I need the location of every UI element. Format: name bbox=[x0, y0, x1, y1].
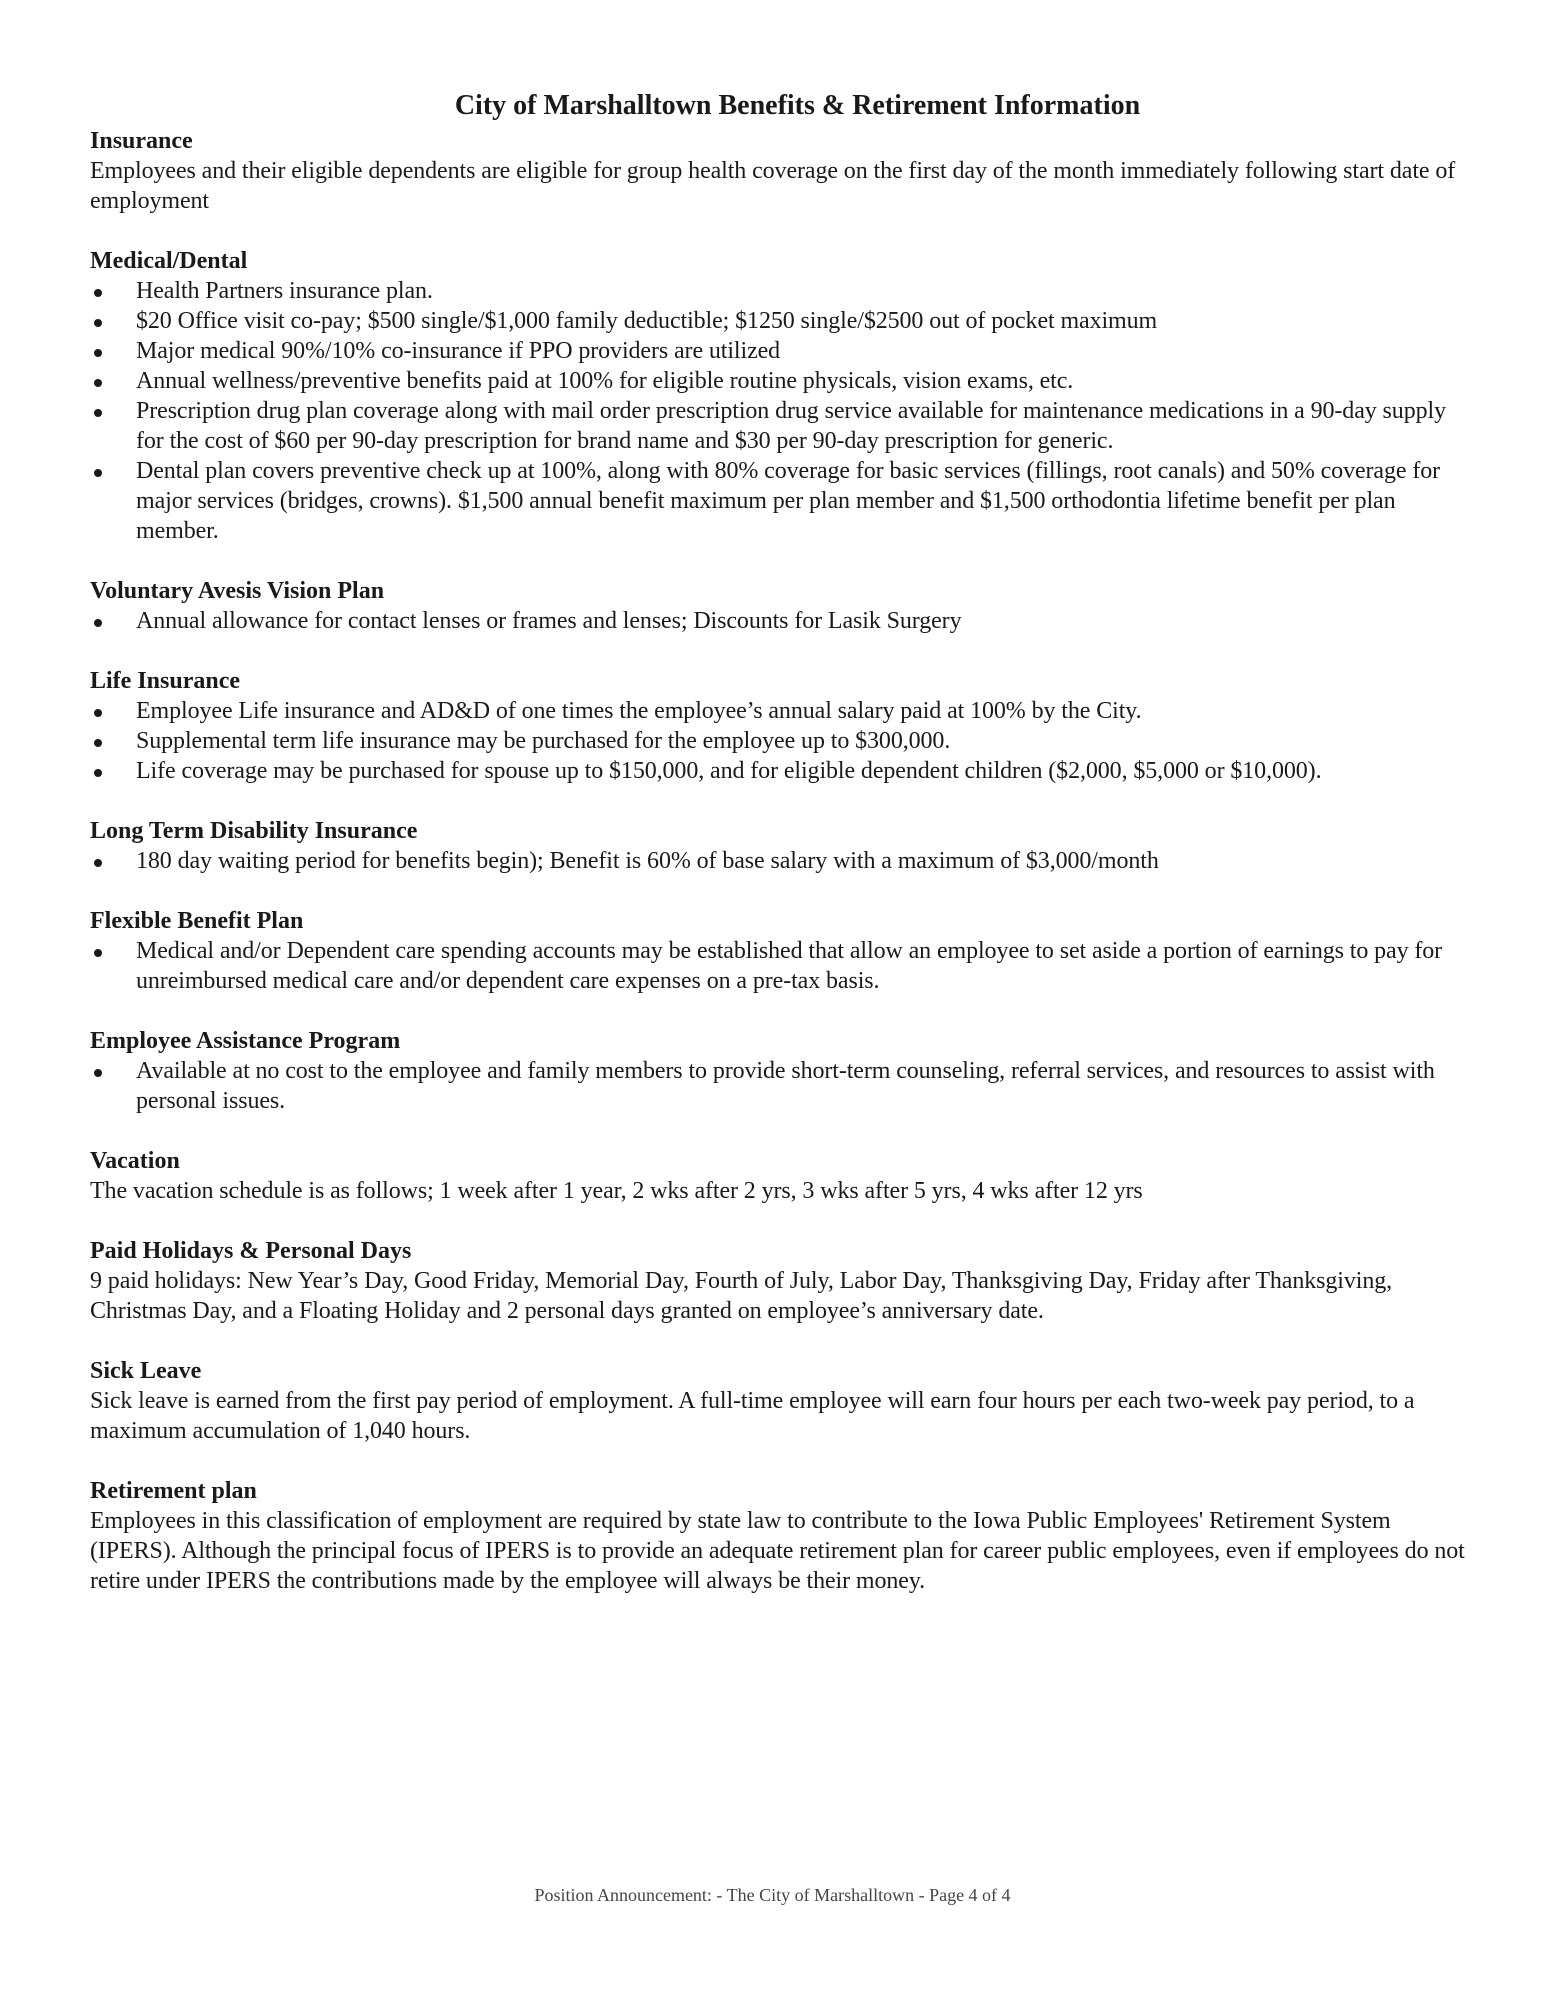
list-item-text: Medical and/or Dependent care spending accounts may be established that allow an employee to set aside a portion of earnings to pay for unreimbursed medical care and/or dependent care expenses on a pre-tax basis. bbox=[136, 938, 1443, 994]
list-item-text: Dental plan covers preventive check up at 100%, along with 80% coverage for basic services (fillings, root canals) and 50% coverage for major services (bridges, crowns). $1,500 annual benefit maximum per plan member and $1,500 orthodontia lifetime benefit per plan member. bbox=[136, 458, 1441, 544]
bullet-icon bbox=[94, 619, 102, 627]
section-heading: Insurance bbox=[90, 128, 193, 154]
section-paragraph: 9 paid holidays: New Year’s Day, Good Friday, Memorial Day, Fourth of July, Labor Day, Thanksgiving Day, Friday after Thanksgiving, Christmas Day, and a Floating Holiday and 2 personal days granted on employee’s anniversary date. bbox=[90, 1268, 1393, 1324]
section-life-insurance bbox=[90, 666, 1465, 786]
list-item bbox=[90, 456, 1465, 546]
list-item bbox=[90, 846, 1465, 876]
sections-container bbox=[90, 126, 1465, 1596]
section-insurance bbox=[90, 126, 1465, 216]
list-item-text: Available at no cost to the employee and family members to provide short-term counseling, referral services, and resources to assist with personal issues. bbox=[136, 1058, 1435, 1114]
section-heading: Voluntary Avesis Vision Plan bbox=[90, 578, 385, 604]
list-item-text: Prescription drug plan coverage along with mail order prescription drug service available for maintenance medications in a 90-day supply for the cost of $60 per 90-day prescription for brand name and $30 per 90-day prescription for generic. bbox=[136, 398, 1446, 454]
section-voluntary-avesis-vision-plan bbox=[90, 576, 1465, 636]
section-paragraph: The vacation schedule is as follows; 1 week after 1 year, 2 wks after 2 yrs, 3 wks after 5 yrs, 4 wks after 12 yrs bbox=[90, 1178, 1143, 1204]
bullet-icon bbox=[94, 859, 102, 867]
list-item-text: Annual allowance for contact lenses or frames and lenses; Discounts for Lasik Surgery bbox=[136, 608, 962, 634]
bullet-icon bbox=[94, 349, 102, 357]
page-footer: Position Announcement: - The City of Marshalltown - Page 4 of 4 bbox=[534, 1885, 1011, 1905]
bullet-list bbox=[90, 696, 1465, 786]
bullet-list bbox=[90, 1056, 1465, 1116]
bullet-list bbox=[90, 846, 1465, 876]
list-item bbox=[90, 366, 1465, 396]
list-item bbox=[90, 696, 1465, 726]
section-heading: Sick Leave bbox=[90, 1358, 202, 1384]
bullet-list bbox=[90, 606, 1465, 636]
bullet-icon bbox=[94, 949, 102, 957]
list-item bbox=[90, 756, 1465, 786]
list-item-text: $20 Office visit co-pay; $500 single/$1,000 family deductible; $1250 single/$2500 out of pocket maximum bbox=[136, 308, 1158, 334]
section-medical-dental bbox=[90, 246, 1465, 546]
list-item-text: Life coverage may be purchased for spouse up to $150,000, and for eligible dependent children ($2,000, $5,000 or $10,000). bbox=[136, 758, 1322, 784]
list-item bbox=[90, 726, 1465, 756]
bullet-icon bbox=[94, 319, 102, 327]
page-title: City of Marshalltown Benefits & Retirement Information bbox=[454, 90, 1141, 121]
bullet-icon bbox=[94, 709, 102, 717]
bullet-list bbox=[90, 936, 1465, 996]
list-item bbox=[90, 306, 1465, 336]
section-employee-assistance-program bbox=[90, 1026, 1465, 1116]
section-heading: Medical/Dental bbox=[90, 248, 248, 274]
section-heading: Flexible Benefit Plan bbox=[90, 908, 304, 934]
section-paid-holidays-personal-days bbox=[90, 1236, 1465, 1326]
list-item-text: 180 day waiting period for benefits begin); Benefit is 60% of base salary with a maximum of $3,000/month bbox=[136, 848, 1159, 874]
bullet-list bbox=[90, 276, 1465, 546]
list-item-text: Annual wellness/preventive benefits paid at 100% for eligible routine physicals, vision exams, etc. bbox=[136, 368, 1074, 394]
section-heading: Paid Holidays & Personal Days bbox=[90, 1238, 412, 1264]
bullet-icon bbox=[94, 379, 102, 387]
list-item bbox=[90, 606, 1465, 636]
section-heading: Retirement plan bbox=[90, 1478, 257, 1504]
section-flexible-benefit-plan bbox=[90, 906, 1465, 996]
section-heading: Employee Assistance Program bbox=[90, 1028, 401, 1054]
bullet-icon bbox=[94, 409, 102, 417]
bullet-icon bbox=[94, 1069, 102, 1077]
section-paragraph: Employees in this classification of employment are required by state law to contribute to the Iowa Public Employees' Retirement System (IPERS). Although the principal focus of IPERS is to provide an adequate retirement plan for career public employees, even if employees do not retire under IPERS the contributions made by the employee will always be their money. bbox=[90, 1508, 1465, 1594]
section-sick-leave bbox=[90, 1356, 1465, 1446]
bullet-icon bbox=[94, 289, 102, 297]
bullet-icon bbox=[94, 769, 102, 777]
document-page bbox=[90, 88, 1465, 1626]
section-heading: Long Term Disability Insurance bbox=[90, 818, 418, 844]
list-item-text: Employee Life insurance and AD&D of one times the employee’s annual salary paid at 100% by the City. bbox=[136, 698, 1142, 724]
section-paragraph: Employees and their eligible dependents are eligible for group health coverage on the first day of the month immediately following start date of employment bbox=[90, 158, 1456, 214]
bullet-icon bbox=[94, 469, 102, 477]
section-vacation bbox=[90, 1146, 1465, 1206]
section-retirement-plan bbox=[90, 1476, 1465, 1596]
section-heading: Life Insurance bbox=[90, 668, 240, 694]
list-item bbox=[90, 276, 1465, 306]
section-paragraph: Sick leave is earned from the first pay period of employment. A full-time employee will earn four hours per each two-week pay period, to a maximum accumulation of 1,040 hours. bbox=[90, 1388, 1415, 1444]
list-item bbox=[90, 396, 1465, 456]
list-item bbox=[90, 936, 1465, 996]
list-item-text: Health Partners insurance plan. bbox=[136, 278, 433, 304]
section-heading: Vacation bbox=[90, 1148, 180, 1174]
section-long-term-disability-insurance bbox=[90, 816, 1465, 876]
list-item-text: Supplemental term life insurance may be purchased for the employee up to $300,000. bbox=[136, 728, 951, 754]
list-item bbox=[90, 1056, 1465, 1116]
bullet-icon bbox=[94, 739, 102, 747]
list-item-text: Major medical 90%/10% co-insurance if PPO providers are utilized bbox=[136, 338, 781, 364]
list-item bbox=[90, 336, 1465, 366]
